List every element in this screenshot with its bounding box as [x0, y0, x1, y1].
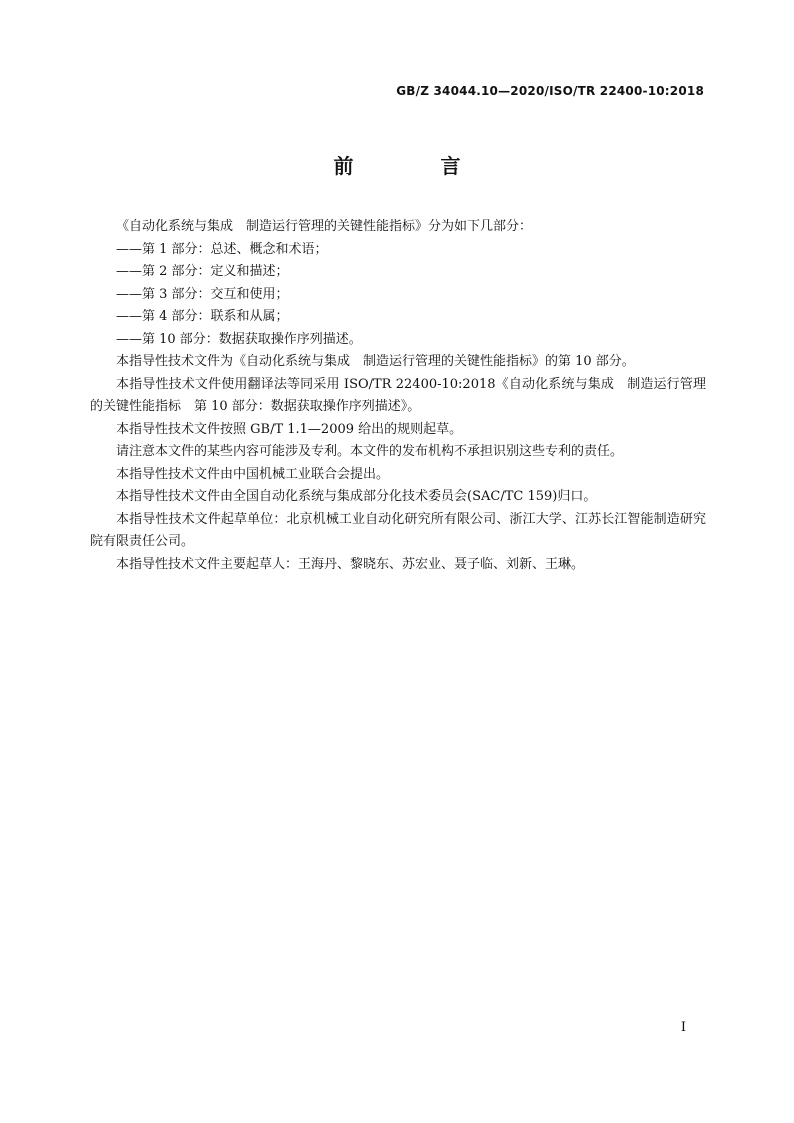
part-list-item: ——第 1 部分：总述、概念和术语；	[116, 241, 328, 257]
paragraph: 本指导性技术文件按照 GB/T 1.1—2009 给出的规则起草。	[116, 421, 463, 437]
part-list-item: ——第 2 部分：定义和描述；	[116, 264, 289, 279]
paragraph: 《自动化系统与集成 制造运行管理的关键性能指标》分为如下几部分：	[116, 219, 533, 234]
page-title: 前 言	[333, 154, 501, 178]
paragraph: 本指导性技术文件使用翻译法等同采用 ISO/TR 22400-10:2018《自动化系统与集成 制造运行管理的关键性能指标 第 10 部分：数据获取操作序列描述》。	[90, 376, 706, 414]
paragraph: 请注意本文件的某些内容可能涉及专利。本文件的发布机构不承担识别这些专利的责任。	[116, 444, 624, 459]
paragraph: 本指导性技术文件主要起草人：王海丹、黎晓东、苏宏业、聂子临、刘新、王琳。	[116, 556, 585, 572]
standard-code: GB/Z 34044.10—2020/ISO/TR 22400-10:2018	[396, 84, 704, 98]
paragraph: 本指导性技术文件由中国机械工业联合会提出。	[116, 466, 390, 482]
part-list-item: ——第 4 部分：联系和从属；	[116, 309, 289, 324]
paragraph: 本指导性技术文件起草单位：北京机械工业自动化研究所有限公司、浙江大学、江苏长江智能制造研究院有限责任公司。	[90, 511, 706, 549]
foreword-body	[90, 216, 706, 576]
part-list-item: ——第 10 部分：数据获取操作序列描述。	[116, 331, 362, 347]
part-list-item: ——第 3 部分：交互和使用；	[116, 286, 289, 302]
paragraph: 本指导性技术文件为《自动化系统与集成 制造运行管理的关键性能指标》的第 10 部分。	[116, 354, 635, 369]
page-number: I	[680, 1020, 686, 1035]
paragraph: 本指导性技术文件由全国自动化系统与集成部分化技术委员会(SAC/TC 159)归口。	[116, 489, 597, 504]
